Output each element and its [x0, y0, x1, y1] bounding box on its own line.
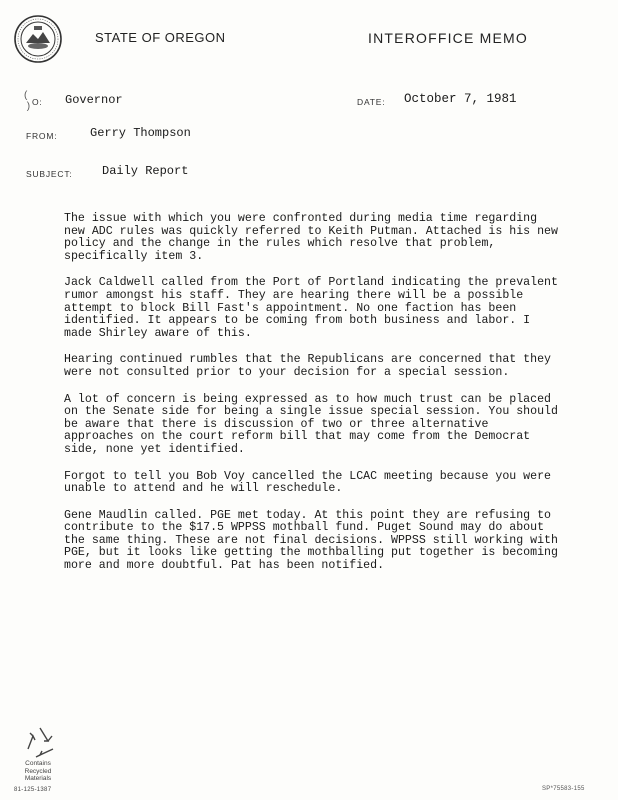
to-value: Governor — [65, 93, 123, 107]
date-label: DATE: — [357, 97, 386, 107]
paragraph: Forgot to tell you Bob Voy cancelled the LCAC meeting because you were unable to attend and he will reschedule. — [64, 469, 552, 496]
state-of-oregon-heading: STATE OF OREGON — [95, 30, 226, 45]
paragraph: Jack Caldwell called from the Port of Portland indicating the prevalent rumor amongst his staff. They are hearing there will be a possible attempt to block Bill Fast's appointment. No one faction has been identified. It appears to be coming from both business and labor. I made Shirley aware of this. — [64, 276, 558, 340]
interoffice-memo-heading: INTEROFFICE MEMO — [368, 30, 528, 46]
to-mark: ( ) — [24, 90, 31, 112]
date-value: October 7, 1981 — [404, 92, 517, 106]
state-seal-icon — [13, 14, 63, 64]
recycle-icon — [20, 722, 60, 762]
recycled-materials-label: Contains Recycled Materials — [24, 760, 52, 782]
subject-label: SUBJECT: — [26, 169, 73, 179]
memo-body — [64, 213, 564, 587]
from-label: FROM: — [26, 131, 58, 141]
print-code: SP*75583-155 — [542, 786, 585, 792]
from-value: Gerry Thompson — [90, 126, 191, 140]
subject-value: Daily Report — [102, 164, 189, 178]
form-number: 81-125-1387 — [14, 787, 52, 793]
to-label: O: — [32, 97, 43, 107]
paragraph: Gene Maudlin called. PGE met today. At this point they are refusing to contribute to the $17.5 WPPSS mothball fund. Puget Sound may do about the same thing. These are not final decisions. WPPSS still working with PGE, but it looks like getting the mothballing put together is becoming more and more doubtful. Pat has been notified. — [64, 508, 558, 573]
paragraph: The issue with which you were confronted during media time regarding new ADC rules was quickly referred to Keith Putman. Attached is his new policy and the change in the rules which resolve that problem, specifically item 3. — [64, 212, 558, 263]
paragraph: Hearing continued rumbles that the Republicans are concerned that they were not consulted prior to your decision for a special session. — [64, 353, 552, 379]
paragraph: A lot of concern is being expressed as to how much trust can be placed on the Senate side for being a single issue special session. You should be aware that there is discussion of two or three alternative approaches on the court reform bill that may come from the Democrat side, none yet identified. — [64, 392, 558, 456]
